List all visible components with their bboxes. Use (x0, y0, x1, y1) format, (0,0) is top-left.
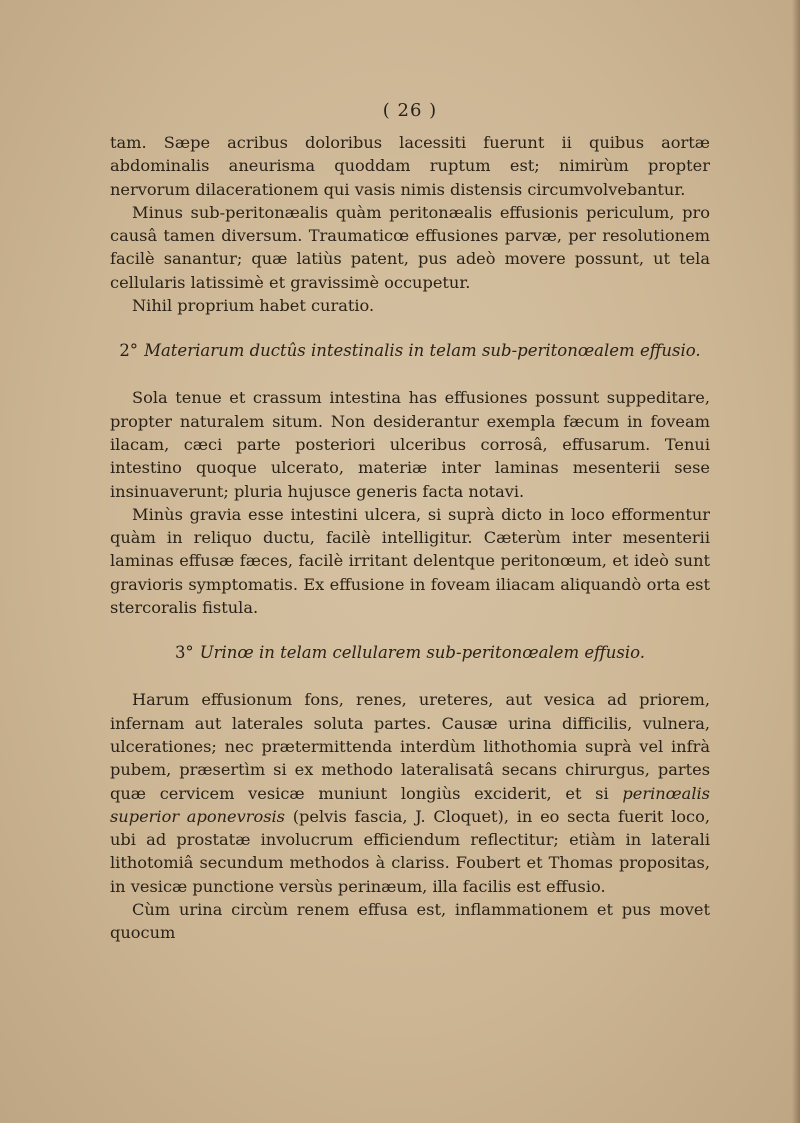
paragraph: Sola tenue et crassum intestina has effusiones possunt suppeditare, propter naturalem situm. Non desiderantur exempla fæcum in foveam ilacam, cæci parte posteriori ulceribus corrosâ, effusarum. Tenui intestino quoque ulcerato, materiæ inter laminas mesenterii sese insinuaverunt; pluria hujusce generis facta notavi. (110, 388, 710, 501)
section-heading-3 (110, 643, 710, 662)
paragraph: Minùs gravia esse intestini ulcera, si suprà dicto in loco efformentur quàm in reliquo ductu, facilè intelligitur. Cæterùm inter mesenterii laminas effusæ fæces, facilè irritant delentque peritonœum, et ideò sunt gravioris symptomatis. Ex effusione in foveam iliacam aliquandò orta est stercoralis fistula. (110, 504, 710, 618)
page-edge-shadow (792, 0, 800, 1123)
paragraph: tam. Sæpe acribus doloribus lacessiti fuerunt ii quibus aortæ abdominalis aneurisma quoddam ruptum est; nimirùm propter nervorum dilacerationem qui vasis nimis distensis circumvolvebantur. (110, 133, 710, 199)
section-number: 2° (119, 341, 139, 361)
page-body (110, 100, 710, 945)
paragraph (110, 688, 710, 898)
paragraph: Minus sub-peritonæalis quàm peritonæalis effusionis periculum, pro causâ tamen diversum. Traumaticœ effusiones parvæ, per resolutionem facilè sanantur; quæ latiùs patent, pus adeò movere possunt, ut tela cellularis latissimè et gravissimè occupetur. (110, 202, 710, 292)
page-number: ( 26 ) (382, 100, 438, 121)
paragraph: Nihil proprium habet curatio. (132, 296, 375, 316)
section-number: 3° (174, 643, 194, 663)
section-heading-2 (110, 341, 710, 360)
italic-term: perinœalis superior aponevrosis (110, 783, 710, 826)
section-title: Urinœ in telam cellularem sub-peritonœalem effusio. (199, 643, 646, 663)
paragraph-text: Harum effusionum fons, renes, ureteres, aut vesica ad priorem, infernam aut laterales soluta partes. Causæ urina difficilis, vulnera, ulcerationes; nec prætermittenda interdùm lithothomia suprà vel infrà pubem, præsertìm si ex methodo lateralisatâ secans chirurgus, partes quæ cervicem vesicæ muniunt longiùs exciderit, et si (110, 690, 710, 803)
paragraph: Cùm urina circùm renem effusa est, inflammationem et pus movet quocum (110, 900, 710, 943)
paragraph-text: (pelvis fascia, J. Cloquet), in eo secta fuerit loco, ubi ad prostatæ involucrum efficiendum reflectitur; etiàm in laterali lithotomiâ secundum methodos à clariss. Foubert et Thomas propositas, in vesicæ punctione versùs perinæum, illa facilis est effusio. (110, 806, 711, 896)
section-title: Materiarum ductûs intestinalis in telam sub-peritonœalem effusio. (144, 341, 701, 361)
